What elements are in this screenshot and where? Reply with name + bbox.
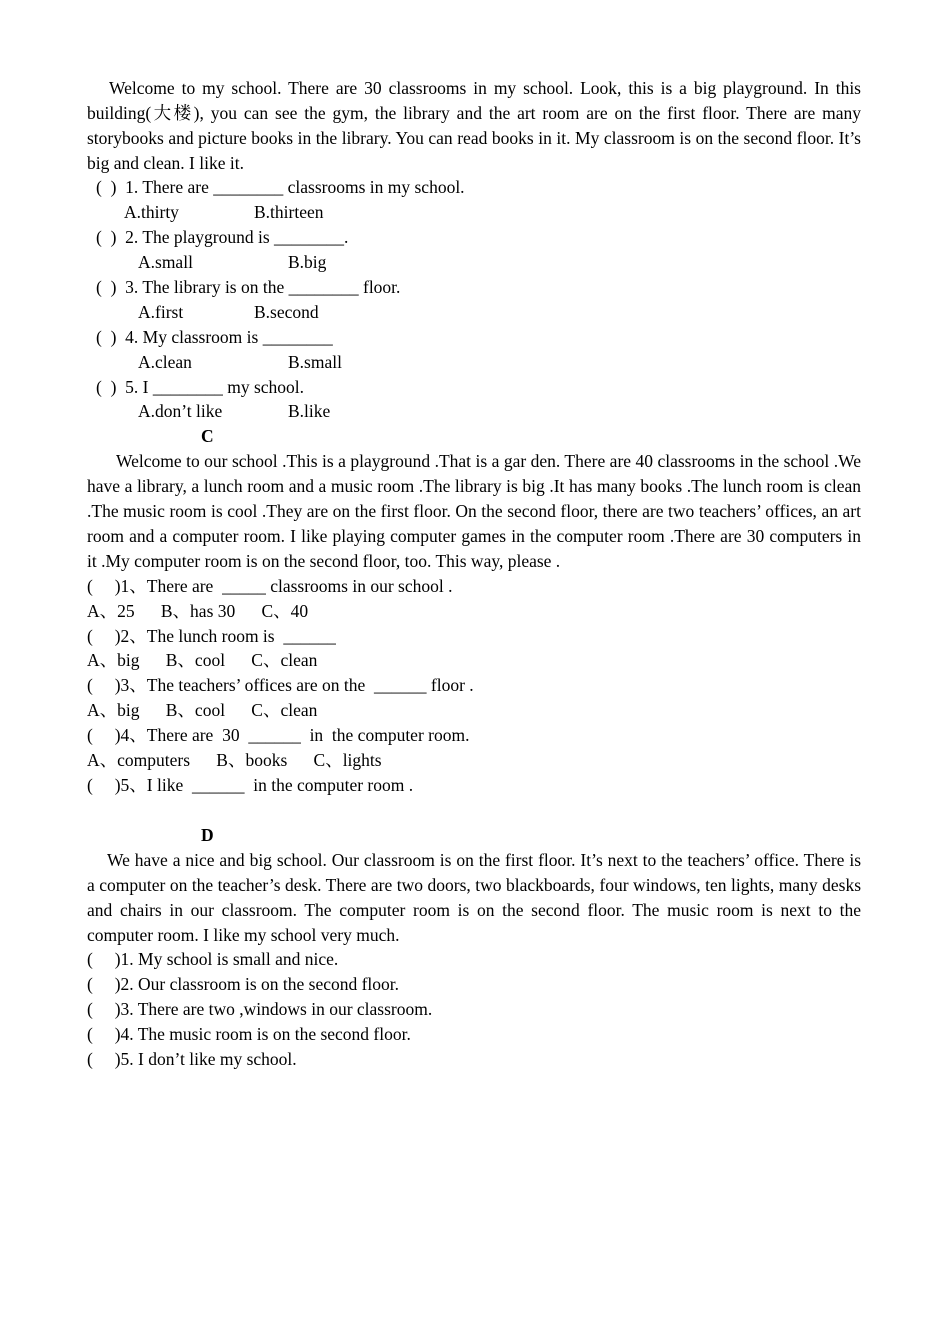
passage-b-text: Welcome to my school. There are 30 classrooms in my school. Look, this is a big playground. In this building(大楼), you can see the gym, the library and the art room are on the first floor. There are many storybooks and picture books in the library. You can read books in it. My classroom is on the second floor. It’s big and clean. I like it. bbox=[87, 78, 861, 173]
option-b5-b: B.like bbox=[288, 401, 331, 421]
option-b1-a: A.thirty bbox=[124, 202, 179, 222]
options-c3: A、big B、cool C、clean bbox=[87, 700, 318, 720]
question-c1: ( )1、There are _____ classrooms in our school . bbox=[87, 576, 453, 596]
question-b5: ( ) 5. I ________ my school. bbox=[96, 377, 305, 397]
option-b4-a: A.clean bbox=[138, 352, 192, 372]
question-d1: ( )1. My school is small and nice. bbox=[87, 949, 339, 969]
question-d5: ( )5. I don’t like my school. bbox=[87, 1049, 297, 1069]
question-b1: ( ) 1. There are ________ classrooms in my school. bbox=[96, 177, 465, 197]
options-c4: A、computers B、books C、lights bbox=[87, 750, 382, 770]
option-b2-a: A.small bbox=[138, 252, 193, 272]
option-b1-b: B.thirteen bbox=[254, 202, 324, 222]
option-b4-b: B.small bbox=[288, 352, 342, 372]
options-c2: A、big B、cool C、clean bbox=[87, 650, 318, 670]
passage-c-text: Welcome to our school .This is a playground .That is a gar den. There are 40 classrooms in the school .We have a library, a lunch room and a music room .The library is big .It has many books .The lunch room is clean .The music room is cool .They are on the first floor. On the second floor, there are two teachers’ offices, an art room and a computer room. I like playing computer games in the computer room .There are 30 computers in it .My computer room is on the second floor, too. This way, please . bbox=[87, 451, 861, 571]
question-c5: ( )5、I like ______ in the computer room . bbox=[87, 775, 414, 795]
option-b3-b: B.second bbox=[254, 302, 319, 322]
question-d4: ( )4. The music room is on the second floor. bbox=[87, 1024, 411, 1044]
question-b4: ( ) 4. My classroom is ________ bbox=[96, 327, 333, 347]
question-c4: ( )4、There are 30 ______ in the computer room. bbox=[87, 725, 470, 745]
option-b2-b: B.big bbox=[288, 252, 327, 272]
passage-d-text: We have a nice and big school. Our classroom is on the first floor. It’s next to the teachers’ office. There is a computer on the teacher’s desk. There are two doors, two blackboards, four windows, ten lights, many desks and chairs in our classroom. The computer room is on the second floor. The music room is next to the computer room. I like my school very much. bbox=[87, 850, 861, 945]
question-c3: ( )3、The teachers’ offices are on the ______ floor . bbox=[87, 675, 474, 695]
question-b2: ( ) 2. The playground is ________. bbox=[96, 227, 349, 247]
section-heading-d: D bbox=[201, 825, 214, 845]
option-b5-a: A.don’t like bbox=[138, 401, 223, 421]
options-c1: A、25 B、has 30 C、40 bbox=[87, 601, 309, 621]
question-d2: ( )2. Our classroom is on the second floor. bbox=[87, 974, 400, 994]
section-heading-c: C bbox=[201, 426, 214, 446]
question-d3: ( )3. There are two ,windows in our classroom. bbox=[87, 999, 433, 1019]
option-b3-a: A.first bbox=[138, 302, 184, 322]
question-c2: ( )2、The lunch room is ______ bbox=[87, 626, 336, 646]
question-b3: ( ) 3. The library is on the ________ floor. bbox=[96, 277, 401, 297]
